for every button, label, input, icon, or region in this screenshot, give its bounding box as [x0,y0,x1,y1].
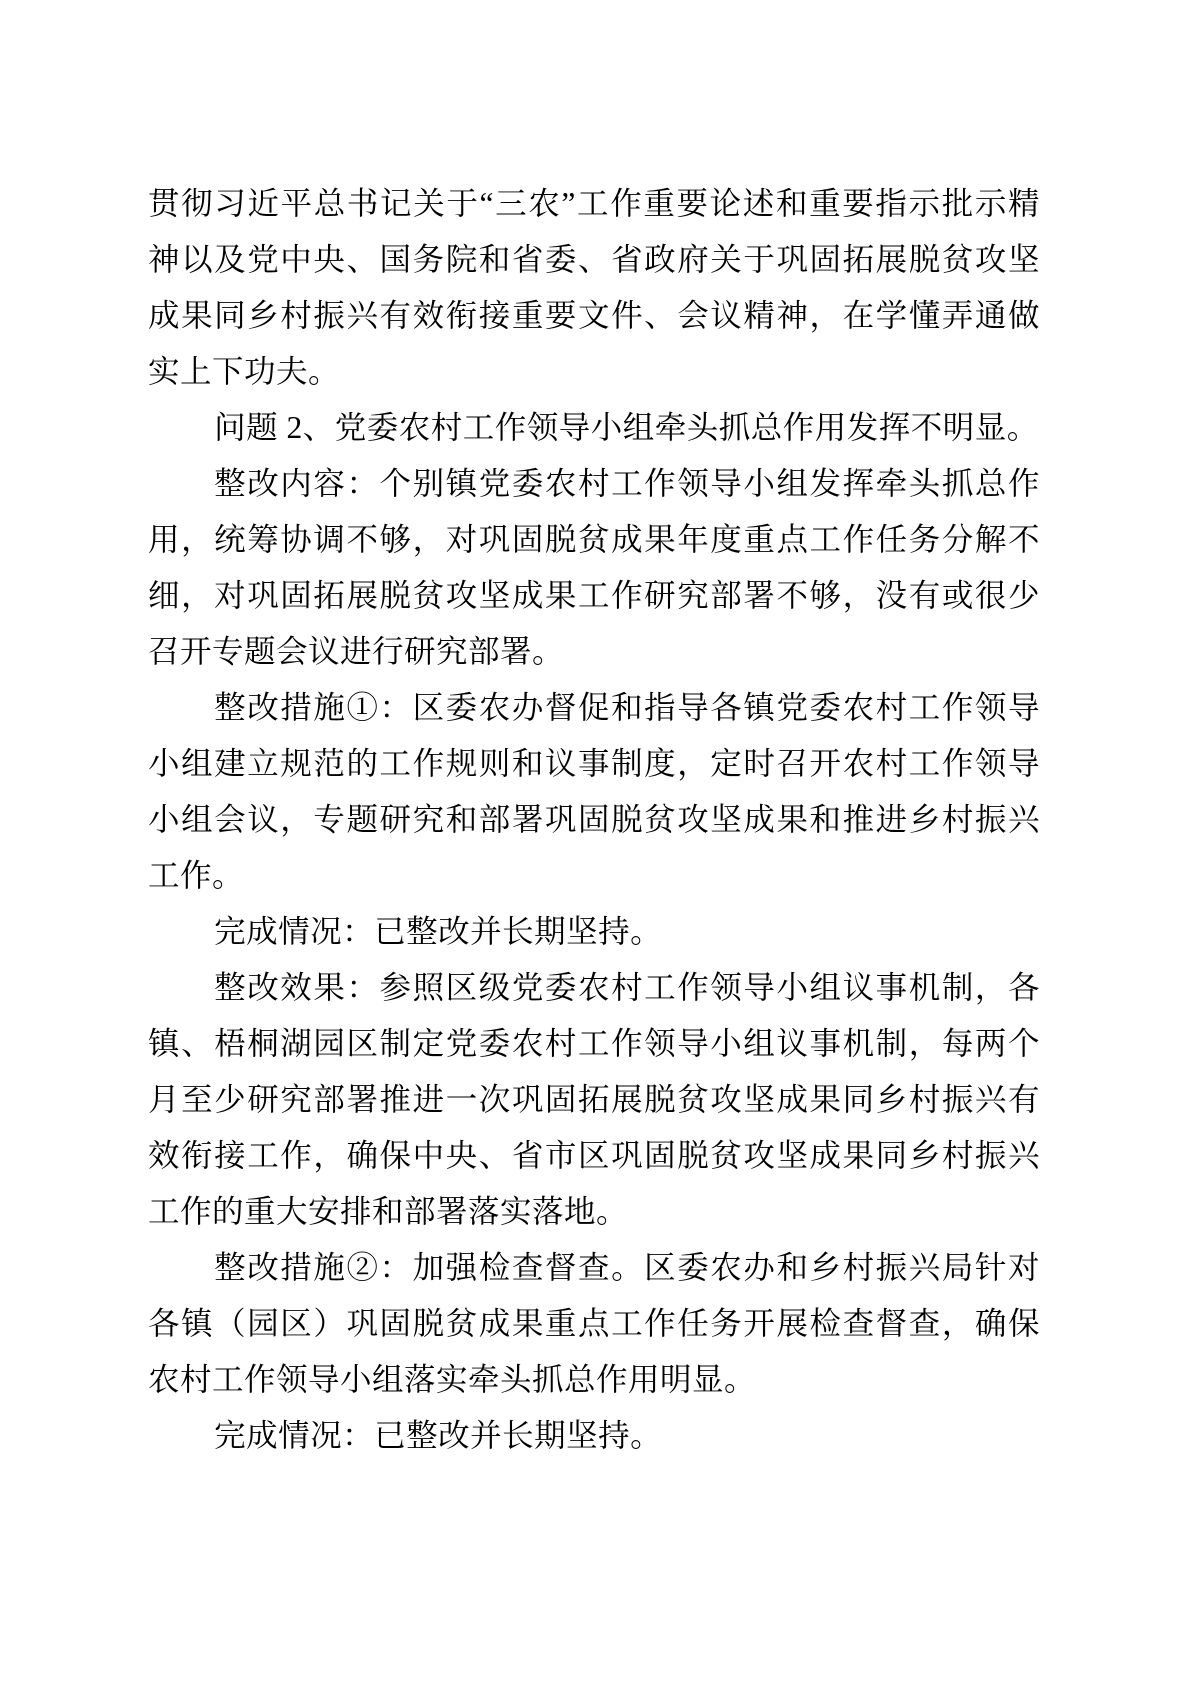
paragraph-rectification-measure-1: 整改措施①：区委农办督促和指导各镇党委农村工作领导小组建立规范的工作规则和议事制度，定时召开农村工作领导小组会议，专题研究和部署巩固脱贫攻坚成果和推进乡村振兴工作。 [148,690,1040,893]
paragraph-rectification-effect: 整改效果：参照区级党委农村工作领导小组议事机制，各镇、梧桐湖园区制定党委农村工作领导小组议事机制，每两个月至少研究部署推进一次巩固拓展脱贫攻坚成果同乡村振兴有效衔接工作，确保中央、省市区巩固脱贫攻坚成果同乡村振兴工作的重大安排和部署落实落地。 [148,970,1040,1229]
document-text-block [148,176,1040,1464]
paragraph-rectification-measure-2: 整改措施②：加强检查督查。区委农办和乡村振兴局针对各镇（园区）巩固脱贫成果重点工作任务开展检查督查，确保农村工作领导小组落实牵头抓总作用明显。 [148,1250,1040,1397]
paragraph-rectification-content: 整改内容：个别镇党委农村工作领导小组发挥牵头抓总作用，统筹协调不够，对巩固脱贫成果年度重点工作任务分解不细，对巩固拓展脱贫攻坚成果工作研究部署不够，没有或很少召开专题会议进行研究部署。 [148,466,1040,669]
paragraph-problem-2-heading: 问题 2、党委农村工作领导小组牵头抓总作用发挥不明显。 [214,410,1039,445]
paragraph-completion-status-2: 完成情况：已整改并长期坚持。 [214,1418,663,1453]
paragraph-carryover-text: 贯彻习近平总书记关于“三农”工作重要论述和重要指示批示精神以及党中央、国务院和省委、省政府关于巩固拓展脱贫攻坚成果同乡村振兴有效衔接重要文件、会议精神，在学懂弄通做实上下功夫。 [148,186,1040,389]
paragraph-completion-status-1: 完成情况：已整改并长期坚持。 [214,914,663,949]
